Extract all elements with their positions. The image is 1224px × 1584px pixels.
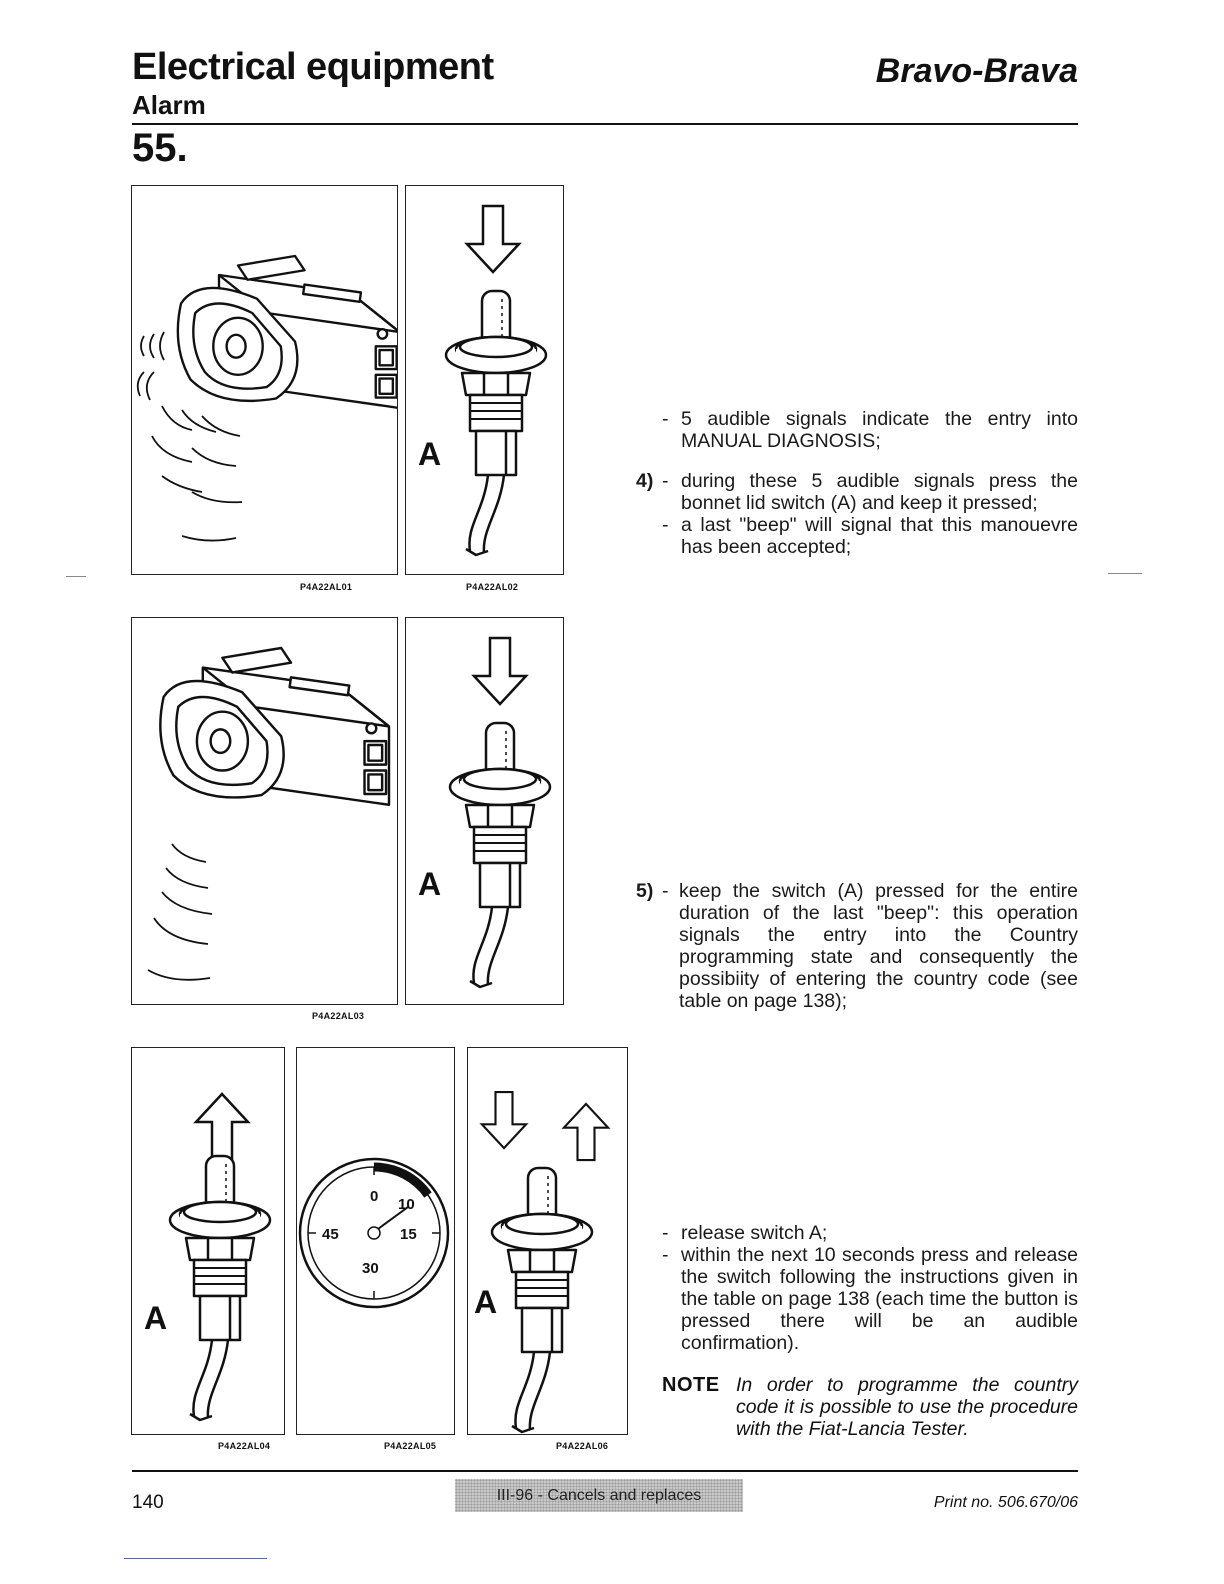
step-4-text: during these 5 audible signals press the bonnet lid switch (A) and keep it pressed;: [681, 470, 1078, 514]
switch-icon: [170, 1156, 270, 1420]
arrow-down-icon: [482, 1092, 526, 1148]
switch-icon: [450, 723, 550, 987]
switch-label-a: A: [418, 866, 442, 902]
margin-tick-left: [66, 576, 86, 577]
switch-illustration-6: [468, 1048, 627, 1434]
page-subtitle: Alarm: [132, 90, 206, 120]
bullet-within: - within the next 10 seconds press and release the switch following the instructions given in the table on page 138 (each time the button is pressed there will be an audible confirmation).: [662, 1244, 1078, 1354]
revision-stamp: III-96 - Cancels and replaces: [455, 1479, 743, 1512]
step-list-1: [662, 408, 1078, 452]
figure-switch-2: [405, 185, 564, 575]
bullet-release: - release switch A;: [662, 1222, 828, 1244]
step-4-number: 4): [636, 470, 654, 492]
step-4: 4) - during these 5 audible signals press the bonnet lid switch (A) and keep it pressed; - a last "beep" will signal that this manouevre has been accepted;: [636, 470, 1078, 558]
bullet-1: - 5 audible signals indicate the entry into MANUAL DIAGNOSIS;: [662, 408, 1078, 452]
figure-code-1: P4A22AL01: [300, 582, 353, 592]
page-number: 140: [132, 1492, 164, 1513]
header-rule: [132, 123, 1078, 125]
figure-code-4: P4A22AL04: [218, 1441, 271, 1451]
arrow-down-icon: [474, 638, 526, 704]
margin-tick-right: [1108, 573, 1142, 574]
figure-code-3: P4A22AL03: [312, 1011, 365, 1021]
print-number: Print no. 506.670/06: [933, 1494, 1078, 1511]
switch-icon: [446, 291, 546, 555]
figure-code-6: P4A22AL06: [556, 1441, 609, 1451]
figure-siren-1: [131, 185, 398, 575]
switch-label-a: A: [144, 1300, 168, 1336]
step-4-beep-text: a last "beep" will signal that this manouevre has been accepted;: [681, 514, 1078, 558]
switch-label-a: A: [418, 436, 442, 472]
step-5-text: keep the switch (A) pressed for the entire duration of the last "beep": this operation signals the entry into the Country programming state and consequently the possibiity of entering the country code (see table on page 138);: [679, 880, 1078, 1012]
dial-mark-0: 0: [370, 1188, 379, 1205]
page-title: Electrical equipment: [132, 46, 494, 88]
dial-mark-30: 30: [362, 1260, 379, 1277]
siren-illustration-1: [132, 186, 397, 574]
dial-mark-15: 15: [400, 1226, 417, 1243]
arrow-up-icon: [196, 1094, 248, 1160]
arrow-up-icon: [564, 1104, 608, 1160]
model-name: Bravo-Brava: [875, 52, 1078, 90]
footer-rule: [132, 1470, 1078, 1472]
figure-siren-3: [131, 617, 398, 1005]
switch-illustration-2: [406, 186, 563, 574]
figure-code-5: P4A22AL05: [384, 1441, 437, 1451]
step-list-3: [662, 1222, 1078, 1354]
arrow-down-icon: [467, 206, 519, 272]
dial-mark-10: 10: [398, 1196, 415, 1213]
figure-code-2: P4A22AL02: [466, 582, 519, 592]
switch-label-a: A: [474, 1284, 498, 1320]
figure-switch-6: [467, 1047, 628, 1435]
switch-icon: [492, 1168, 592, 1432]
switch-illustration-3: [406, 618, 563, 1004]
switch-illustration-4: [132, 1048, 284, 1434]
section-number: 55.: [132, 126, 188, 170]
note: [662, 1374, 1078, 1440]
dial-mark-45: 45: [322, 1226, 339, 1243]
figure-timer-5: [296, 1047, 455, 1435]
timer-dial-illustration: [297, 1048, 454, 1434]
siren-illustration-3: [132, 618, 397, 1004]
figure-switch-4: [131, 1047, 285, 1435]
note-label: NOTE: [662, 1374, 720, 1396]
sound-waves-icon: [148, 844, 212, 980]
step-5: 5) - keep the switch (A) pressed for the entire duration of the last "beep": this operation signals the entry into the Country programming state and consequently the possibiity of entering the country code (see table on page 138);: [636, 880, 1078, 1012]
note-text: In order to programme the country code it is possible to use the procedure with the Fiat-Lancia Tester.: [736, 1374, 1078, 1440]
figure-switch-3: [405, 617, 564, 1005]
bottom-link-line: [124, 1558, 267, 1559]
step-5-number: 5): [636, 880, 654, 902]
